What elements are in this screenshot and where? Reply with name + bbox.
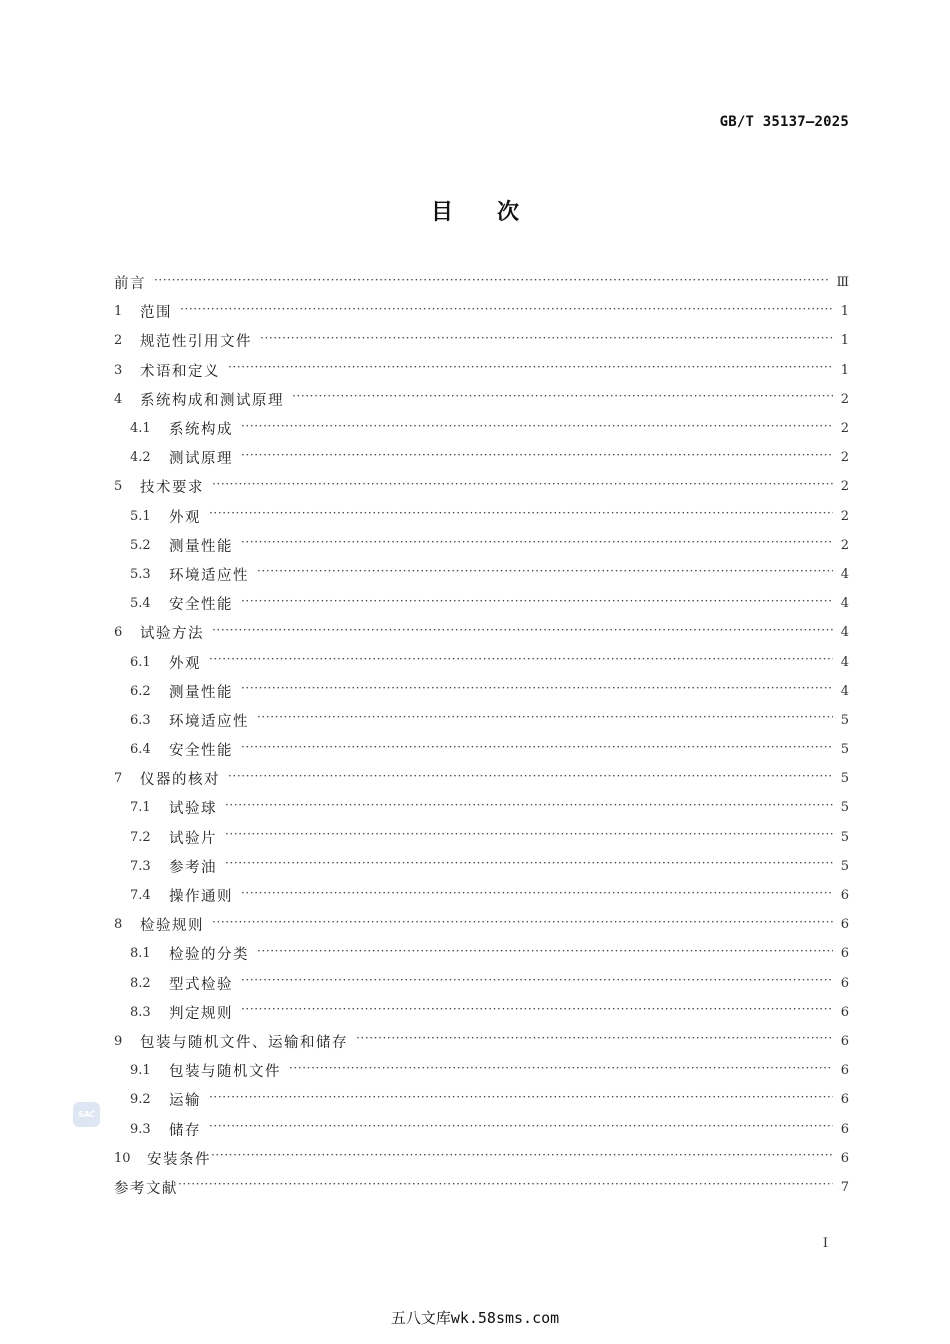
toc-entry[interactable] [114,677,849,706]
toc-entry[interactable] [114,939,849,968]
toc-entry-number: 8.1 [130,946,151,962]
toc-entry-label: 前言 [114,276,146,293]
toc-entry-page: 1 [840,362,849,378]
toc-dot-leader [257,567,833,581]
toc-entry[interactable] [114,1173,849,1202]
toc-entry-label: 安全性能 [169,743,233,760]
toc-entry[interactable] [114,472,849,501]
sac-watermark-logo [73,1102,100,1127]
toc-dot-leader [228,772,833,786]
toc-entry-label: 运输 [169,1093,201,1110]
toc-entry-number: 9.1 [130,1063,151,1079]
toc-entry[interactable] [114,1056,849,1085]
toc-entry-label: 系统构成和测试原理 [140,392,284,409]
toc-entry-label: 环境适应性 [169,713,249,730]
toc-entry[interactable] [114,1085,849,1114]
toc-entry[interactable] [114,793,849,822]
toc-dot-leader [241,597,833,611]
toc-entry-number: 4.1 [130,421,151,437]
toc-entry-label: 安全性能 [169,597,233,614]
toc-entry-label: 术语和定义 [140,363,220,380]
toc-entry-label: 技术要求 [140,480,204,497]
toc-dot-leader [356,1034,833,1048]
toc-entry-label: 外观 [169,509,201,526]
toc-entry[interactable] [114,1144,849,1173]
toc-dot-leader [209,1122,833,1136]
toc-dot-leader [257,713,833,727]
toc-entry-page: 1 [840,333,849,349]
toc-entry-number: 1 [114,304,123,320]
toc-entry-number: 7.4 [130,888,151,904]
toc-entry[interactable] [114,969,849,998]
toc-dot-leader [178,1180,833,1194]
toc-dot-leader [241,1005,833,1019]
toc-entry-number: 9.2 [130,1092,151,1108]
standard-code: GB/T 35137—2025 [719,114,849,130]
toc-entry-number: 3 [114,362,123,378]
toc-entry[interactable] [114,297,849,326]
toc-entry-page: Ⅲ [836,275,849,291]
toc-entry[interactable] [114,502,849,531]
toc-entry-page: 6 [840,1033,849,1049]
toc-entry-number: 7.2 [130,829,151,845]
toc-entry-label: 系统构成 [169,422,233,439]
toc-entry[interactable] [114,326,849,355]
toc-entry-label: 环境适应性 [169,567,249,584]
toc-dot-leader [257,947,833,961]
toc-entry-number: 8.3 [130,1004,151,1020]
toc-entry-number: 5.2 [130,537,151,553]
toc-entry-page: 2 [840,508,849,524]
toc-entry-label: 判定规则 [169,1005,233,1022]
toc-entry-number: 5.4 [130,596,151,612]
toc-entry-label: 试验方法 [140,626,204,643]
toc-dot-leader [241,684,833,698]
toc-entry-number: 5.3 [130,566,151,582]
toc-entry-label: 检验的分类 [169,947,249,964]
toc-entry-page: 2 [840,479,849,495]
toc-entry-number: 9.3 [130,1121,151,1137]
toc-dot-leader [241,422,833,436]
toc-entry-page: 5 [840,742,849,758]
toc-entry[interactable] [114,531,849,560]
toc-dot-leader [241,976,833,990]
toc-entry-number: 2 [114,333,123,349]
toc-entry-label: 规范性引用文件 [140,334,252,351]
toc-entry[interactable] [114,647,849,676]
toc-entry[interactable] [114,618,849,647]
toc-dot-leader [212,626,833,640]
toc-entry-label: 安装条件 [147,1151,211,1168]
toc-entry-number: 7.1 [130,800,151,816]
toc-entry-page: 6 [840,917,849,933]
toc-entry-label: 外观 [169,655,201,672]
toc-entry[interactable] [114,998,849,1027]
toc-entry[interactable] [114,414,849,443]
toc-entry-number: 8 [114,917,123,933]
toc-entry-page: 5 [840,858,849,874]
toc-entry-page: 5 [840,800,849,816]
toc-entry[interactable] [114,764,849,793]
toc-entry-number: 6.4 [130,742,151,758]
toc-entry-label: 测试原理 [169,451,233,468]
toc-dot-leader [241,538,833,552]
toc-dot-leader [154,276,830,290]
toc-entry-label: 试验片 [169,830,217,847]
toc-entry-number: 6 [114,625,123,641]
toc-entry-label: 测量性能 [169,538,233,555]
toc-dot-leader [228,363,833,377]
toc-entry-number: 10 [114,1150,131,1166]
toc-entry-label: 参考油 [169,859,217,876]
toc-entry-label: 测量性能 [169,684,233,701]
toc-entry-number: 8.2 [130,975,151,991]
toc-entry-page: 4 [840,566,849,582]
toc-entry-number: 5 [114,479,123,495]
toc-entry-label: 仪器的核对 [140,772,220,789]
toc-entry-page: 5 [840,771,849,787]
toc-entry-page: 4 [840,596,849,612]
toc-entry[interactable] [114,560,849,589]
toc-dot-leader [260,334,833,348]
toc-entry-number: 7 [114,771,123,787]
toc-entry-label: 包装与随机文件、运输和储存 [140,1034,348,1051]
toc-entry-page: 5 [840,712,849,728]
toc-entry-page: 6 [840,888,849,904]
toc-entry-number: 9 [114,1033,123,1049]
footer-site-text: 五八文库wk.58sms.com [390,1309,560,1327]
toc-entry-label: 操作通则 [169,889,233,906]
toc-dot-leader [225,801,833,815]
toc-entry[interactable] [114,735,849,764]
toc-entry-number: 7.3 [130,858,151,874]
toc-dot-leader [212,918,833,932]
toc-dot-leader [209,509,833,523]
toc-dot-leader [209,1093,833,1107]
toc-entry-label: 范围 [140,305,172,322]
watermark-text: SAC [78,1110,95,1119]
toc-entry[interactable] [114,1114,849,1143]
toc-entry-page: 2 [840,450,849,466]
toc-entry-number: 6.3 [130,712,151,728]
toc-entry-page: 1 [840,304,849,320]
toc-entry[interactable] [114,443,849,472]
toc-entry-label: 储存 [169,1122,201,1139]
toc-dot-leader [292,392,833,406]
page-title: 目次 [430,200,563,225]
toc-dot-leader [241,451,833,465]
toc-entry[interactable] [114,268,849,297]
toc-entry-page: 6 [840,1150,849,1166]
toc-entry-page: 2 [840,391,849,407]
toc-entry-number: 6.2 [130,683,151,699]
toc-entry-page: 6 [840,975,849,991]
toc-entry-page: 6 [840,1004,849,1020]
toc-entry-page: 5 [840,829,849,845]
toc-entry[interactable] [114,706,849,735]
toc-entry-label: 包装与随机文件 [169,1064,281,1081]
table-of-contents [114,268,849,1202]
toc-entry-label: 型式检验 [169,976,233,993]
toc-entry[interactable] [114,589,849,618]
toc-entry-label: 参考文献 [114,1180,178,1197]
toc-entry-page: 6 [840,1063,849,1079]
toc-entry-label: 试验球 [169,801,217,818]
toc-entry-page: 7 [840,1179,849,1195]
toc-entry[interactable] [114,356,849,385]
toc-entry-page: 4 [840,625,849,641]
toc-dot-leader [225,830,833,844]
toc-entry-page: 6 [840,1092,849,1108]
toc-entry[interactable] [114,823,849,852]
toc-entry-number: 5.1 [130,508,151,524]
toc-dot-leader [241,889,833,903]
toc-entry[interactable] [114,852,849,881]
toc-entry-number: 6.1 [130,654,151,670]
toc-dot-leader [211,1151,833,1165]
toc-entry-page: 6 [840,1121,849,1137]
toc-entry-page: 4 [840,683,849,699]
toc-dot-leader [209,655,833,669]
toc-entry-page: 2 [840,537,849,553]
toc-entry[interactable] [114,910,849,939]
page-number: Ⅰ [822,1236,828,1251]
toc-dot-leader [180,305,833,319]
toc-entry-label: 检验规则 [140,918,204,935]
toc-entry[interactable] [114,385,849,414]
toc-entry[interactable] [114,1027,849,1056]
toc-entry-page: 6 [840,946,849,962]
toc-entry-number: 4 [114,391,123,407]
toc-dot-leader [225,859,833,873]
toc-entry[interactable] [114,881,849,910]
toc-dot-leader [241,743,833,757]
toc-dot-leader [289,1064,833,1078]
toc-entry-page: 2 [840,421,849,437]
toc-entry-number: 4.2 [130,450,151,466]
toc-entry-page: 4 [840,654,849,670]
toc-dot-leader [212,480,833,494]
